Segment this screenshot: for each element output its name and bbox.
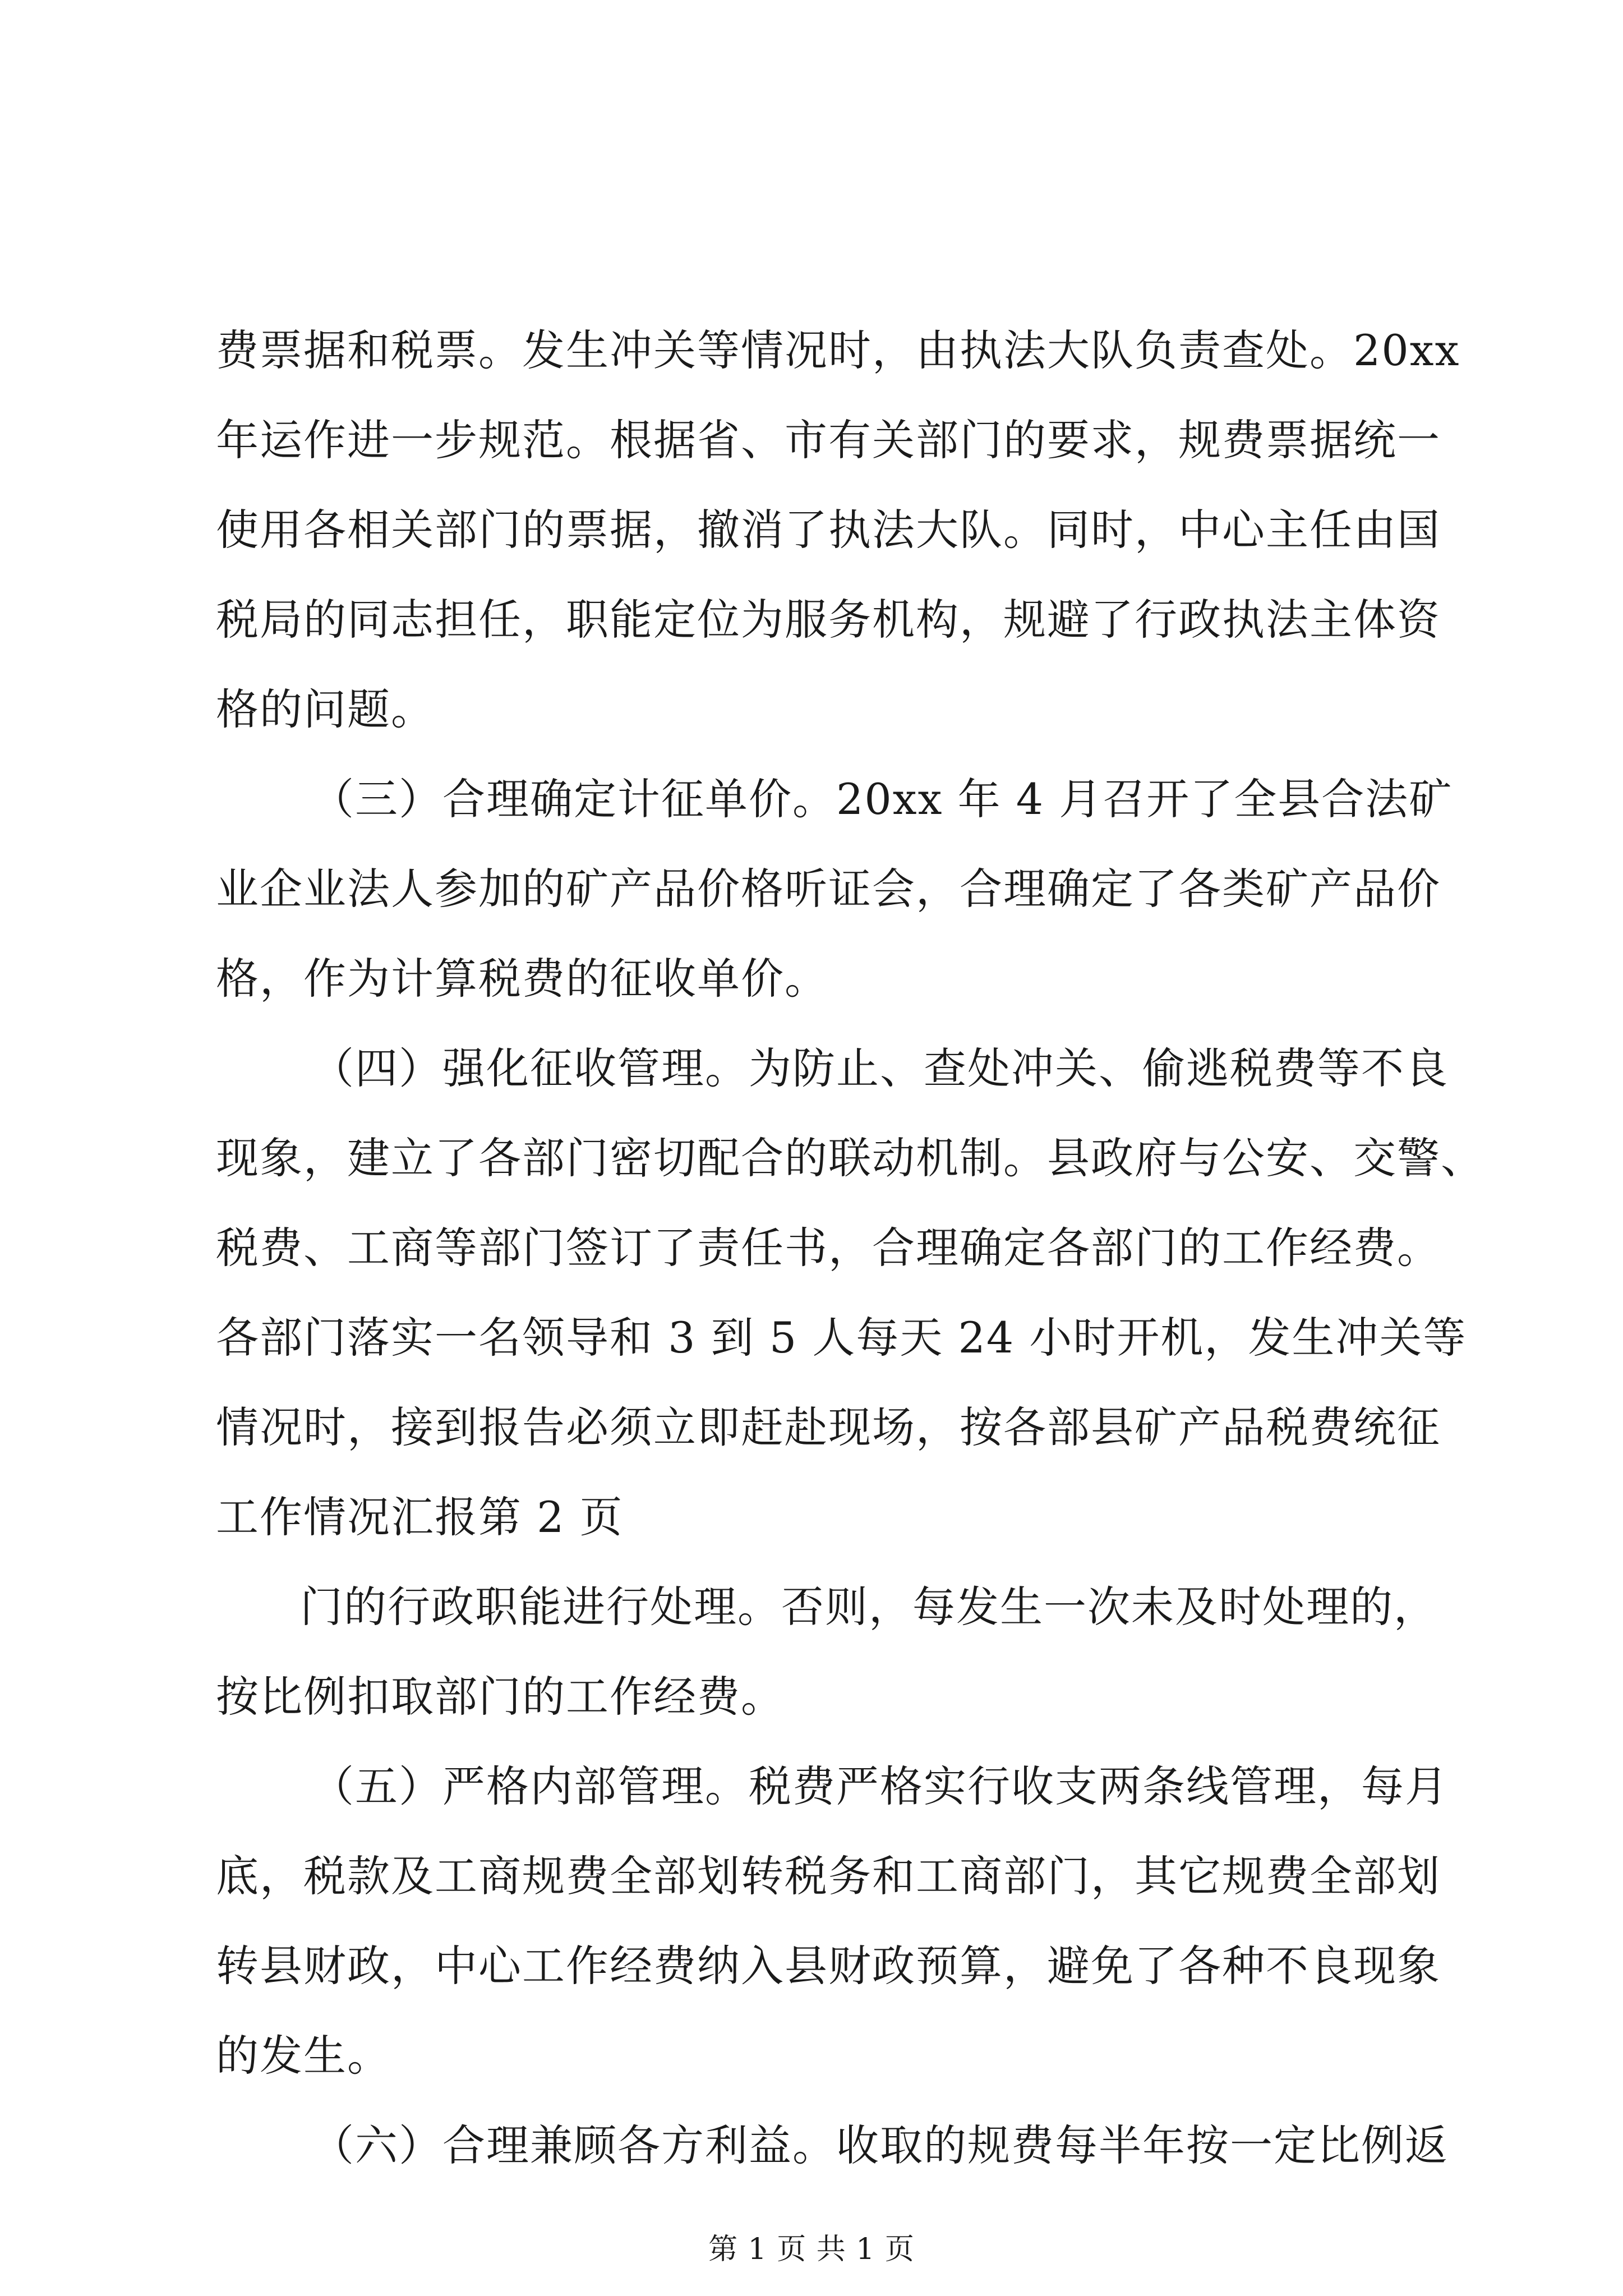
text-line: 转县财政，中心工作经费纳入县财政预算，避免了各种不良现象 bbox=[216, 1941, 1441, 1991]
text-line: 费票据和税票。发生冲关等情况时，由执法大队负责查处。20xx bbox=[216, 325, 1460, 375]
paragraph-first-line: （四）强化征收管理。为防止、查处冲关、偷逃税费等不良 bbox=[311, 1043, 1449, 1093]
page-footer: 第 1 页 共 1 页 bbox=[708, 2233, 915, 2266]
text-line: 格的问题。 bbox=[216, 684, 435, 734]
text-line: 情况时，接到报告必须立即赶赴现场，按各部县矿产品税费统征 bbox=[216, 1402, 1441, 1452]
text-line: 现象，建立了各部门密切配合的联动机制。县政府与公安、交警、 bbox=[216, 1133, 1484, 1183]
text-line: 各部门落实一名领导和 3 到 5 人每天 24 小时开机，发生冲关等 bbox=[216, 1313, 1467, 1363]
paragraph-first-line: （三）合理确定计征单价。20xx 年 4 月召开了全县合法矿 bbox=[311, 774, 1453, 824]
paragraph-first-line: （五）严格内部管理。税费严格实行收支两条线管理，每月 bbox=[311, 1761, 1449, 1811]
text-line: 税费、工商等部门签订了责任书，合理确定各部门的工作经费。 bbox=[216, 1223, 1441, 1273]
text-line: 使用各相关部门的票据，撤消了执法大队。同时，中心主任由国 bbox=[216, 505, 1441, 555]
text-line: 格，作为计算税费的征收单价。 bbox=[216, 954, 828, 1004]
text-line: 业企业法人参加的矿产品价格听证会，合理确定了各类矿产品价 bbox=[216, 864, 1441, 914]
text-line: 按比例扣取部门的工作经费。 bbox=[216, 1672, 785, 1722]
paragraph-first-line: 门的行政职能进行处理。否则，每发生一次未及时处理的， bbox=[300, 1582, 1437, 1632]
text-line: 税局的同志担任，职能定位为服务机构，规避了行政执法主体资 bbox=[216, 595, 1441, 645]
text-line: 底，税款及工商规费全部划转税务和工商部门，其它规费全部划 bbox=[216, 1851, 1441, 1901]
text-line: 年运作进一步规范。根据省、市有关部门的要求，规费票据统一 bbox=[216, 415, 1441, 465]
text-line: 工作情况汇报第 2 页 bbox=[216, 1492, 624, 1542]
text-line: 的发生。 bbox=[216, 2031, 391, 2081]
paragraph-first-line: （六）合理兼顾各方利益。收取的规费每半年按一定比例返 bbox=[311, 2120, 1449, 2170]
